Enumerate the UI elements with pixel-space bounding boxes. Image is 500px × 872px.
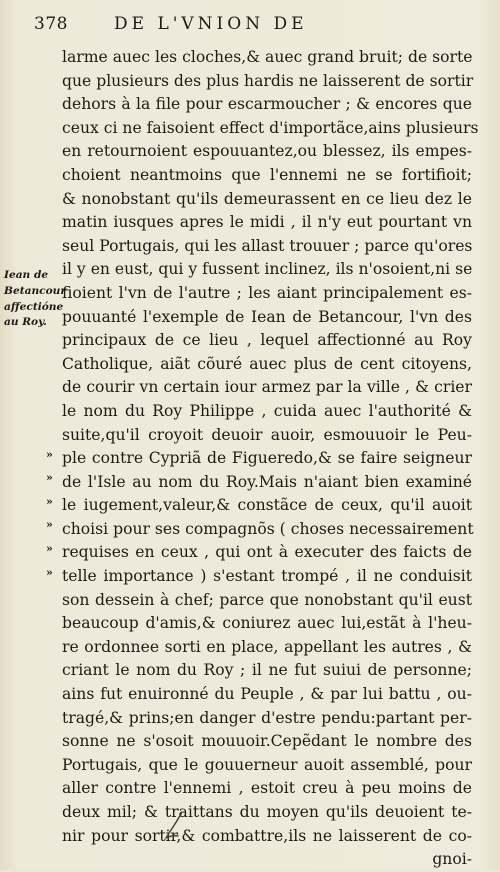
quote-mark: » [46,471,53,484]
text-line: Catholique, aiãt cõuré auec plus de cent citoyens, [62,354,472,373]
text-line: ceux ci ne faisoient effect d'importãce,ains plusieurs [62,118,479,137]
text-line: suite,qu'il croyoit deuoir auoir, esmouuoir le Peu- [62,425,472,444]
text-line: nir pour sortir,& combattre,ils ne laisserent de co- [62,826,472,845]
text-line: deux mil; & traittans du moyen qu'ils deuoient te- [62,803,472,821]
ink-flourish-icon [160,808,190,842]
text-line: larme auec les cloches,& auec grand bruit; de sorte [62,48,473,66]
text-line: de l'Isle au nom du Roy.Mais n'aiant bien examiné [62,472,472,491]
text-line: aller contre l'ennemi , estoit creu à peu moins de [62,779,472,798]
margin-note-line: Betancour [4,284,66,297]
quote-mark: » [46,448,53,461]
margin-note [4,268,66,331]
text-line: principaux de ce lieu , lequel affectionné au Roy [62,331,472,350]
text-line: Portugais, que le gouuerneur auoit assemblé, pour [62,755,472,774]
text-line: tragé,& prins;en danger d'estre pendu:partant per- [62,708,472,727]
page-number: 378 [34,14,68,34]
catchword: gnoi- [432,850,472,869]
page-header [34,14,474,40]
main-text [62,46,479,872]
text-line: pouuanté l'exemple de Iean de Betancour, l'vn des [62,307,472,326]
text-line: en retournoient espouuantez,ou blessez, ils empes- [62,142,472,161]
text-line: requises en ceux , qui ont à executer des faicts de [62,543,472,562]
text-line: re ordonnee sorti en place, appellant les autres , & [62,637,472,656]
text-line: telle importance ) s'estant trompé , il ne conduisit [62,567,472,586]
text-line: le iugement,valeur,& constãce de ceux, qu'il auoit [62,496,472,515]
text-line: fioient l'vn de l'autre ; les aiant principalement es- [62,283,472,302]
quote-mark: » [46,518,53,531]
text-line: ple contre Cypriã de Figueredo,& se faire seigneur [62,449,472,468]
margin-note-line: Iean de [4,269,49,281]
text-line: matin iusques apres le midi , il n'y eut pourtant vn [62,213,472,232]
margin-note-line: affectióne [4,300,64,313]
text-line: le nom du Roy Philippe , cuida auec l'authorité & [62,401,472,420]
margin-note-line: au Roy. [4,316,47,329]
text-line: dehors à la file pour escarmoucher ; & encores que [62,95,472,114]
text-line: choisi pour ses compagnõs ( choses necessairement [62,519,474,538]
quote-mark: » [46,566,53,579]
text-line: son dessein à chef; parce que nonobstant qu'il eust [62,590,472,609]
text-line: de courir vn certain iour armez par la ville , & crier [62,378,472,397]
text-line: choient neantmoins que l'ennemi ne se fortifioit; [62,165,472,184]
quote-mark: » [46,542,53,555]
running-title: DE L'VNION DE [114,14,308,34]
text-line: & nonobstant qu'ils demeurassent en ce lieu dez le [62,189,472,208]
quote-mark: » [46,495,53,508]
text-line: sonne ne s'osoit mouuoir.Cepẽdant le nombre des [62,732,472,751]
text-line: que plusieurs des plus hardis ne laisserent de sortir [62,71,474,90]
text-line: beaucoup d'amis,& coniurez auec lui,estãt à l'heu- [62,614,472,633]
text-line: ains fut enuironné du Peuple , & par lui battu , ou- [62,685,472,704]
text-line: criant le nom du Roy ; il ne fut suiui de personne; [62,661,472,680]
text-line: seul Portugais, qui les allast trouuer ; parce qu'ores [62,236,473,255]
text-line: il y en eust, qui y fussent inclinez, ils n'osoient,ni se [62,260,473,279]
